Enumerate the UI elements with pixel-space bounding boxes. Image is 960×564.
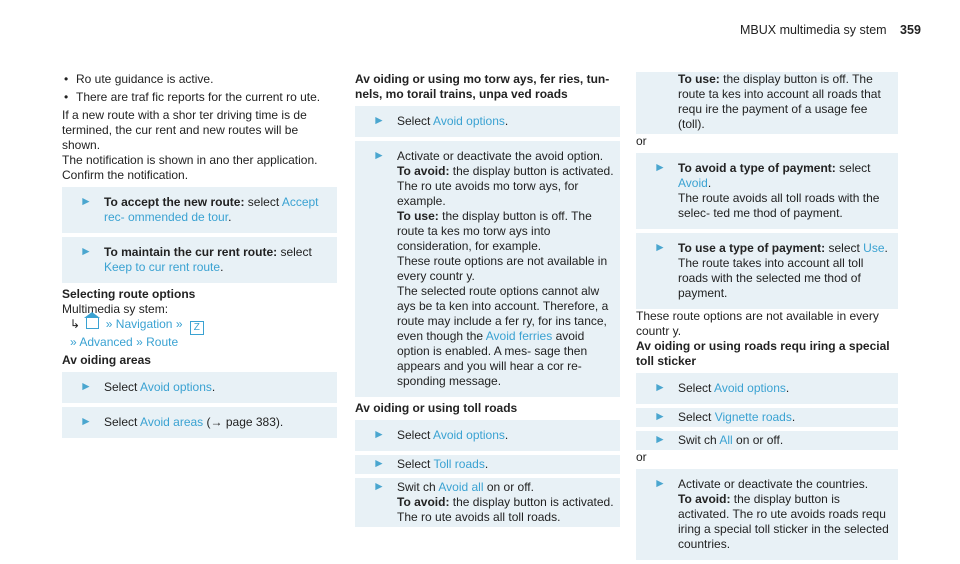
path-chevron-icon: » (136, 335, 143, 349)
step-arrow-icon: ► (654, 409, 666, 423)
toll-roads-link[interactable]: Toll roads (433, 457, 485, 471)
page-number: 359 (900, 23, 921, 37)
path-chevron-icon: » (175, 317, 183, 331)
step-keep-route: ► To maintain the cur rent route: select Keep to cur rent route. (62, 237, 337, 283)
step-select-vignette-roads: ► Select Vignette roads. (636, 408, 898, 427)
step-arrow-icon: ► (654, 160, 666, 174)
all-link[interactable]: All (719, 433, 733, 447)
step-arrow-icon: ► (373, 479, 385, 493)
keep-route-link[interactable]: Keep to cur rent route (104, 260, 221, 274)
step-toggle-countries: ► Activate or deactivate the countries. To avoid: the display button is activated. The ro ute avoids roads requ iring a special toll sticker in the selected countries. (636, 469, 898, 560)
column-3 (636, 72, 898, 564)
paragraph: If a new route with a shor ter driving time is de termined, the cur rent and new routes will be shown. (62, 108, 307, 152)
step-select-avoid-options: ► Select Avoid options. (355, 106, 620, 137)
section-heading: Av oiding areas (62, 353, 151, 367)
bullet-item: • There are traf fic reports for the current ro ute. (62, 90, 337, 105)
vignette-roads-link[interactable]: Vignette roads (714, 410, 792, 424)
path-start-icon: ↳ (70, 317, 81, 331)
bullet-item: • Ro ute guidance is active. (62, 72, 337, 87)
path-chevron-icon: » (70, 335, 77, 349)
avoid-options-link[interactable]: Avoid options (140, 380, 212, 394)
step-switch-avoid-all: ► Swit ch Avoid all on or off. To avoid: the display button is activated. The ro ute avoids all toll roads. (355, 478, 620, 527)
step-arrow-icon: ► (80, 194, 92, 208)
avoid-all-link[interactable]: Avoid all (438, 480, 484, 494)
step-arrow-icon: ► (654, 380, 666, 394)
home-icon (86, 318, 99, 329)
step-select-avoid-options: ► Select Avoid options. (636, 373, 898, 404)
path-advanced[interactable]: Advanced (79, 335, 133, 349)
section-heading: Av oiding or using toll roads (355, 401, 518, 415)
step-avoid-payment-type: ► To avoid a type of payment: select Avoid. The route avoids all toll roads with the selec‐ ted me thod of payment. (636, 153, 898, 229)
avoid-areas-link[interactable]: Avoid areas (140, 415, 204, 429)
step-switch-all: ► Swit ch All on or off. (636, 431, 898, 450)
accept-detour-link[interactable]: Accept rec‐ ommended de tour (104, 195, 319, 224)
manual-title: MBUX multimedia sy stem (740, 23, 887, 37)
z-menu-icon: Z (190, 321, 204, 335)
step-select-toll-roads: ► Select Toll roads. (355, 455, 620, 474)
path-navigation[interactable]: Navigation (115, 317, 173, 331)
avoid-link[interactable]: Avoid (678, 176, 708, 190)
paragraph: These route options are not available in every countr y. (636, 309, 879, 338)
step-select-avoid-options: ► Select Avoid options. (355, 420, 620, 451)
column-1 (62, 72, 337, 442)
paragraph: The notification is shown in ano ther application. Confirm the notification. (62, 153, 318, 182)
avoid-options-link[interactable]: Avoid options (433, 114, 505, 128)
path-route[interactable]: Route (146, 335, 179, 349)
section-heading: Av oiding or using mo torw ays, fer ries, tun‐ nels, mo torail trains, unpa ved roads (355, 72, 610, 101)
step-continuation: To use: the display button is off. The route ta kes into account all roads that requ ire the payment of a usage fee (toll). (636, 72, 898, 134)
step-arrow-icon: ► (80, 379, 92, 393)
step-use-payment-type: ► To use a type of payment: select Use. The route takes into account all toll roads with the selected me thod of payment. (636, 233, 898, 309)
step-select-avoid-areas: ► Select Avoid areas (→ page 383). (62, 407, 337, 438)
path-chevron-icon: » (105, 317, 113, 331)
step-toggle-avoid-option: ► Activate or deactivate the avoid option. To avoid: the display button is activated. The ro ute avoids mo torw ays, for example. To use: the display button is off. The route ta kes mo torw ays into consideration, for example. These route options are not available in every countr y. The selected route options cannot alw ays be ta ken into account. Therefore, a route may include a fer ry, for ins tance, even though the Avoid ferries avoid option is enabled. A mes‐ sage then appears and you will hear a cor re‐ sponding message. (355, 141, 620, 397)
section-heading: Selecting route options (62, 287, 196, 301)
avoid-options-link[interactable]: Avoid options (714, 381, 786, 395)
use-link[interactable]: Use (863, 241, 885, 255)
menu-path-cont (62, 335, 337, 350)
section-heading: Av oiding or using roads requ iring a special toll sticker (636, 339, 890, 368)
path-label: Multimedia sy stem: (62, 302, 169, 316)
step-arrow-icon: ► (80, 414, 92, 428)
step-arrow-icon: ► (654, 476, 666, 490)
step-select-avoid-options: ► Select Avoid options. (62, 372, 337, 403)
avoid-options-link[interactable]: Avoid options (433, 428, 505, 442)
column-2 (355, 72, 620, 531)
avoid-ferries-link[interactable]: Avoid ferries (485, 329, 553, 343)
menu-path (62, 317, 337, 335)
step-arrow-icon: ► (80, 244, 92, 258)
step-arrow-icon: ► (373, 456, 385, 470)
step-arrow-icon: ► (373, 427, 385, 441)
step-arrow-icon: ► (373, 148, 385, 162)
step-arrow-icon: ► (654, 432, 666, 446)
step-arrow-icon: ► (654, 240, 666, 254)
step-accept-route: ► To accept the new route: select Accept rec‐ ommended de tour. (62, 187, 337, 233)
step-arrow-icon: ► (373, 113, 385, 127)
or-text: or (636, 134, 647, 148)
or-text: or (636, 450, 647, 464)
page-header (740, 23, 940, 38)
